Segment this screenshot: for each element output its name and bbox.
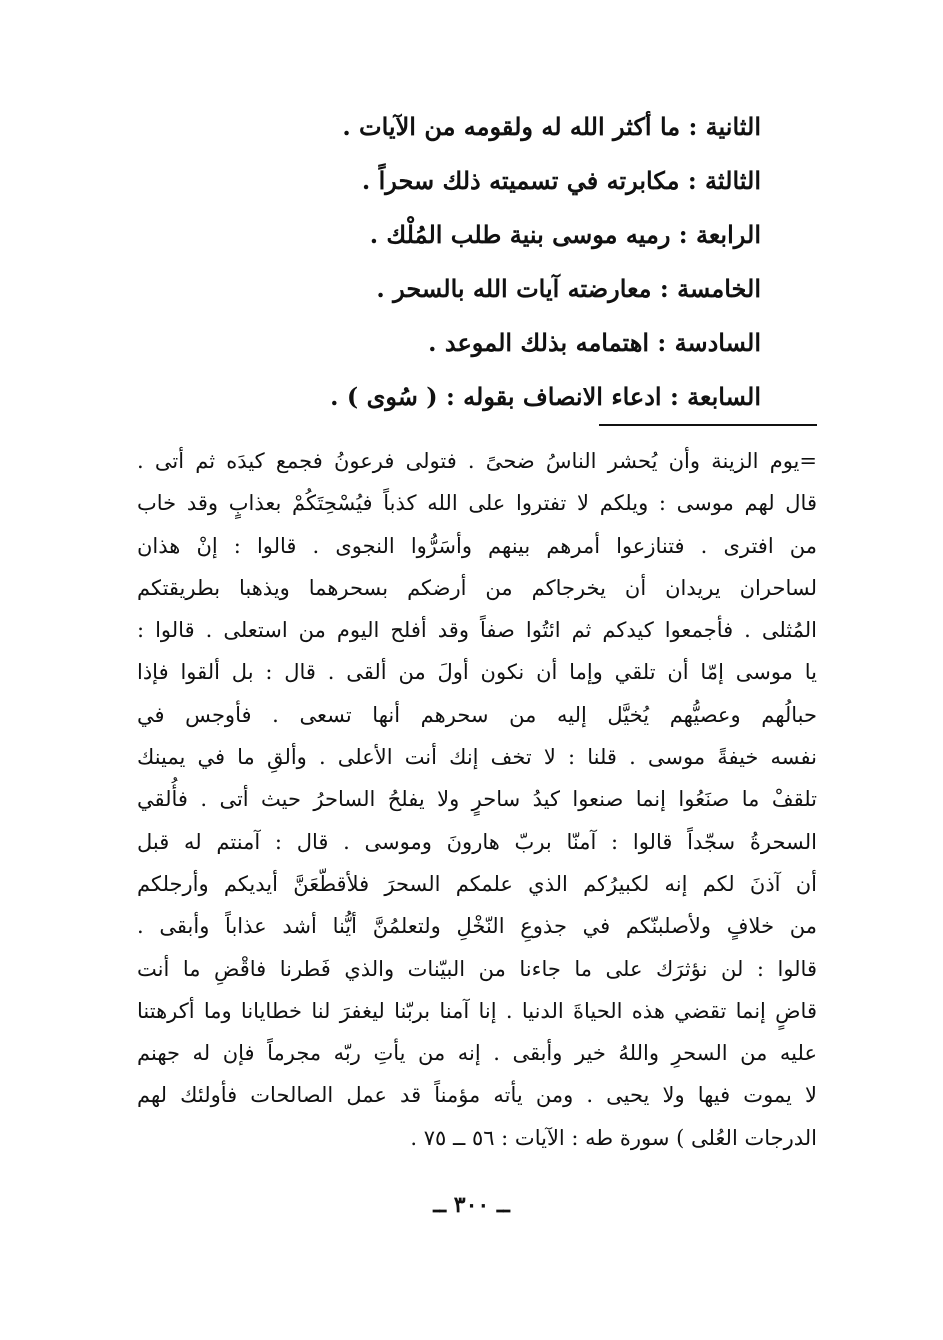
point-second: الثانية : ما أكثر الله له ولقومه من الآيات . [342,112,761,141]
footnote [137,440,817,1159]
footnote-line: المُثلى . فأجمعوا كيدكم ثم ائتُوا صفاً وقد أفلح اليوم من استعلى . قالوا : [137,618,817,643]
footnote-line: لساحران يريدان أن يخرجاكم من أرضكم بسحرهما ويذهبا بطريقتكم [137,575,817,600]
footnote-line: أن آذنَ لكم إنه لكبيرُكم الذي علمكم السحرَ فلأقطّعَنَّ أيديكم وأرجلكم [137,871,817,896]
point-sixth: السادسة : اهتمامه بذلك الموعد . [428,328,761,357]
footnote-line: من افترى . فتنازعوا أمرهم بينهم وأسَرُّوا النجوى . قالوا : إنْ هذان [137,533,817,558]
footnote-line: نفسه خيفةً موسى . قلنا : لا تخف إنك أنت الأعلى . وألقِ ما في يمينك [137,745,817,770]
footnote-line: قاضٍ إنما تقضي هذه الحياةَ الدنيا . إنا آمنا بربّنا ليغفرَ لنا خطايانا وما أكرهتنا [137,998,817,1023]
footnote-line: الدرجات العُلى ) سورة طه : الآيات : ٥٦ ــ ٧٥ . [410,1125,817,1150]
point-third: الثالثة : مكابرته في تسميته ذلك سحراً . [361,166,761,195]
footnote-line: لا يموت فيها ولا يحيى . ومن يأته مؤمناً قد عمل الصالحات فأولئك لهم [137,1083,817,1108]
footnote-line: قالوا : لن نؤثرَك على ما جاءنا من البيّنات والذي فَطرنا فاقْضِ ما أنت [137,956,817,981]
page-number: ــ ٣٠٠ ــ [433,1192,510,1218]
enumerated-points [201,100,761,424]
footnote-separator [599,424,817,426]
footnote-line: =يوم الزينة وأن يُحشر الناسُ ضحىً . فتولى فرعونُ فجمع كيدَه ثم أتى . [137,449,817,473]
footnote-line: قال لهم موسى : ويلكم لا تفتروا على الله كذباً فيُسْحِتَكُمْ بعذابٍ وقد خاب [137,491,817,516]
footnote-line: عليه من السحرِ واللهُ خير وأبقى . إنه من يأتِ ربّه مجرماً فإن له جهنم [137,1041,817,1066]
footnote-line: حبالُهم وعصيُّهم يُخيَّل إليه من سحرهم أنها تسعى . فأوجس في [137,702,817,727]
footnote-line: من خلافٍ ولأصلبنّكم في جذوعِ النّخْلِ ولتعلمُنَّ أيُّنا أشد عذاباً وأبقى . [137,914,817,939]
point-fifth: الخامسة : معارضته آيات الله بالسحر . [376,274,761,303]
footnote-line: تلقفْ ما صنَعُوا إنما صنعوا كيدُ ساحرٍ ولا يفلحُ الساحرُ حيث أتى . فأُلقي [137,787,817,812]
footnote-line: السحرةُ سجّداً قالوا : آمنّا بربّ هارونَ وموسى . قال : آمنتم له قبل [137,829,817,854]
footnote-line: يا موسى إمّا أن تلقي وإما أن نكون أولَ من ألقى . قال : بل ألقوا فإذا [137,660,817,685]
point-fourth: الرابعة : رميه موسى بنية طلب المُلْك . [369,220,761,249]
point-seventh: السابعة : ادعاء الانصاف بقوله : ( سُوى ) . [330,382,761,411]
